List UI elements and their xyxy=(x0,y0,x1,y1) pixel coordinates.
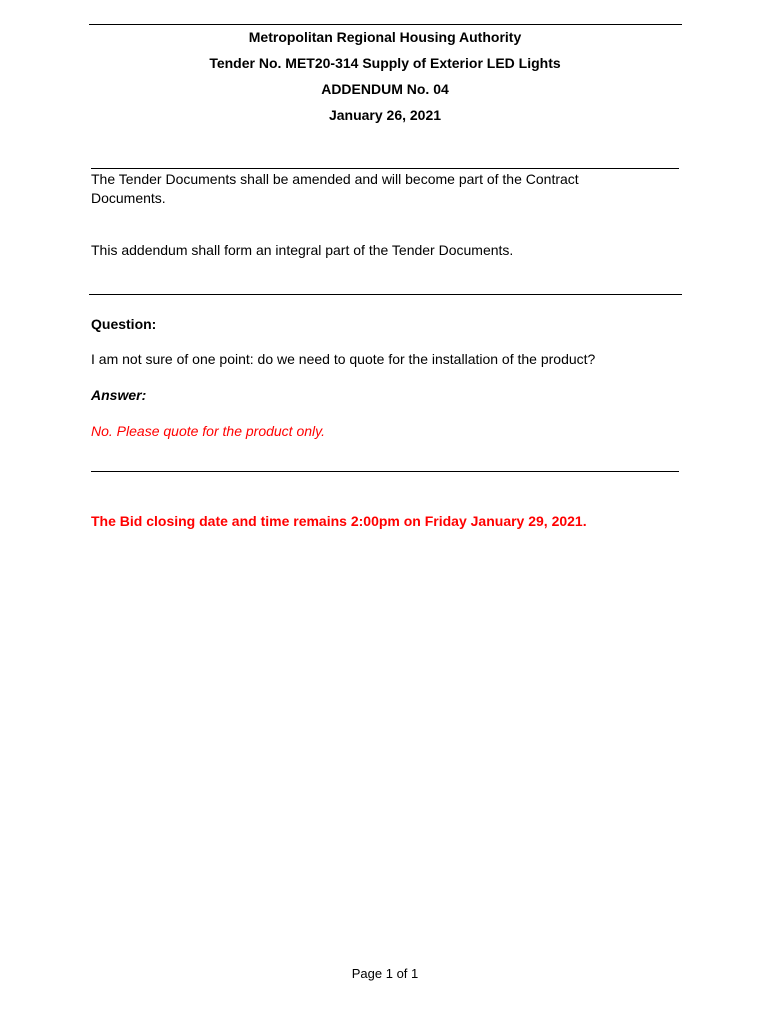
intro-line-1: The Tender Documents shall be amended and will become part of the Contract xyxy=(91,171,579,187)
integral-statement: This addendum shall form an integral part of the Tender Documents. xyxy=(91,242,514,258)
answer-text: No. Please quote for the product only. xyxy=(91,423,325,439)
tender-title: Tender No. MET20-314 Supply of Exterior LED Lights xyxy=(209,55,561,71)
organization-title: Metropolitan Regional Housing Authority xyxy=(248,29,522,45)
question-text: I am not sure of one point: do we need to quote for the installation of the product? xyxy=(91,351,596,367)
intro-line-2: Documents. xyxy=(91,190,166,206)
section-divider xyxy=(89,294,682,295)
addendum-number: ADDENDUM No. 04 xyxy=(321,81,449,97)
closing-notice: The Bid closing date and time remains 2:00pm on Friday January 29, 2021. xyxy=(91,513,587,529)
answer-label: Answer: xyxy=(91,387,147,403)
answer-divider xyxy=(91,471,679,472)
page-number: Page 1 of 1 xyxy=(351,966,419,981)
question-label: Question: xyxy=(91,316,157,332)
top-divider xyxy=(89,24,682,25)
addendum-date: January 26, 2021 xyxy=(328,107,442,123)
